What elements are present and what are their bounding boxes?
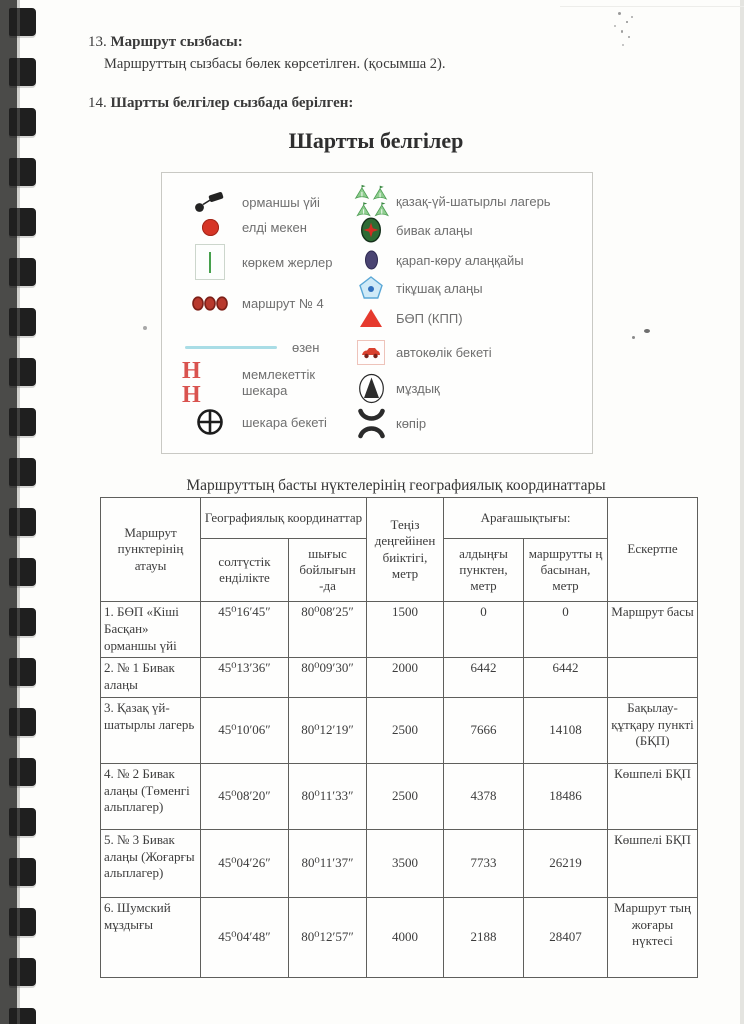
legend-box bbox=[161, 172, 593, 454]
glacier-icon bbox=[352, 373, 390, 404]
binding-tooth bbox=[9, 508, 36, 536]
binding-tooth bbox=[9, 258, 36, 286]
legend-item-label: автокөлік бекеті bbox=[396, 344, 492, 360]
item-13-title: Маршрут сызбасы: bbox=[110, 34, 243, 50]
scan-speck bbox=[618, 12, 621, 15]
table-row bbox=[101, 897, 698, 977]
binding-tooth bbox=[9, 158, 36, 186]
coordinates-table bbox=[100, 497, 698, 978]
legend-item-label: қазақ-үй-шатырлы лагерь bbox=[396, 193, 551, 209]
table-title: Маршруттың басты нүктелерінің географиялық координаттары bbox=[186, 477, 606, 494]
binding-tooth bbox=[9, 8, 36, 36]
binding-tooth bbox=[9, 808, 36, 836]
binding-tooth bbox=[9, 958, 36, 986]
latitude-cell: 45⁰13′36″ bbox=[201, 657, 289, 697]
longitude-cell: 80⁰12′57″ bbox=[289, 897, 367, 977]
state-border-icon: Н Н bbox=[182, 358, 208, 408]
legend-item-label: қарап-көру алаңқайы bbox=[396, 252, 524, 268]
legend-item bbox=[352, 337, 492, 367]
note-cell: Бақылау-құтқару пункті (БҚП) bbox=[608, 697, 698, 763]
route-name-cell: 5. № 3 Бивак алаңы (Жоғарғы альплагер) bbox=[101, 829, 201, 897]
binding-strip bbox=[0, 0, 17, 1024]
border-post-icon bbox=[182, 407, 238, 437]
route-4-icon bbox=[182, 295, 238, 312]
scan-speck bbox=[632, 336, 635, 339]
legend-item-label: мемлекеттік шекара bbox=[242, 366, 316, 398]
route-name-cell: 2. № 1 Бивак алаңы bbox=[101, 657, 201, 697]
note-cell: Көшпелі БҚП bbox=[608, 763, 698, 829]
dist-start-cell: 18486 bbox=[524, 763, 608, 829]
latitude-cell: 45⁰04′48″ bbox=[201, 897, 289, 977]
altitude-cell: 2500 bbox=[367, 763, 444, 829]
header-note: Ескертпе bbox=[608, 498, 698, 602]
longitude-cell: 80⁰12′19″ bbox=[289, 697, 367, 763]
viewpoint-area-icon bbox=[352, 249, 390, 271]
legend-item-label: мұздық bbox=[396, 380, 440, 396]
latitude-cell: 45⁰10′06″ bbox=[201, 697, 289, 763]
legend-item bbox=[182, 187, 320, 217]
altitude-cell: 3500 bbox=[367, 829, 444, 897]
legend-item bbox=[182, 214, 307, 240]
table-row bbox=[101, 697, 698, 763]
item-14-number: 14. bbox=[88, 95, 107, 111]
legend-item bbox=[352, 371, 440, 405]
header-geo-coordinates: Географиялық координаттар bbox=[201, 498, 367, 539]
scan-speck bbox=[614, 25, 616, 27]
legend-item-label: шекара бекеті bbox=[242, 414, 327, 430]
legend-item-label: тікұшақ алаңы bbox=[396, 280, 483, 296]
legend-item-label: көркем жерлер bbox=[242, 254, 333, 270]
legend-item-label: бивак алаңы bbox=[396, 222, 473, 238]
legend-item bbox=[182, 358, 328, 408]
header-latitude: солтүстік енділікте bbox=[201, 539, 289, 602]
header-altitude: Теңіз деңгейінен биіктігі, метр bbox=[367, 498, 444, 602]
dist-prev-cell: 7733 bbox=[444, 829, 524, 897]
dist-prev-cell: 6442 bbox=[444, 657, 524, 697]
dist-prev-cell: 0 bbox=[444, 602, 524, 658]
legend-item bbox=[182, 405, 327, 439]
page-right-edge bbox=[740, 0, 744, 1024]
scan-speck bbox=[628, 36, 630, 38]
legend-item bbox=[352, 216, 473, 244]
latitude-cell: 45⁰16′45″ bbox=[201, 602, 289, 658]
legend-item bbox=[182, 335, 319, 359]
latitude-cell: 45⁰08′20″ bbox=[201, 763, 289, 829]
binding-tooth bbox=[9, 308, 36, 336]
note-cell: Маршрут басы bbox=[608, 602, 698, 658]
header-longitude: шығыс бойлығын -да bbox=[289, 539, 367, 602]
binding-tooth bbox=[9, 108, 36, 136]
note-cell bbox=[608, 657, 698, 697]
legend-item-label: маршрут № 4 bbox=[242, 295, 324, 311]
binding-tooth bbox=[9, 358, 36, 386]
dist-prev-cell: 2188 bbox=[444, 897, 524, 977]
forester-house-icon bbox=[182, 190, 238, 214]
binding-tooth bbox=[9, 1008, 36, 1024]
river-icon bbox=[182, 346, 280, 349]
altitude-cell: 1500 bbox=[367, 602, 444, 658]
header-dist-prev: алдыңғы пунктен, метр bbox=[444, 539, 524, 602]
header-route-point-name: Маршрут пунктерінің атауы bbox=[101, 498, 201, 602]
legend-item-label: өзен bbox=[292, 339, 320, 355]
item-13-number: 13. bbox=[88, 34, 107, 50]
dist-start-cell: 0 bbox=[524, 602, 608, 658]
binding-tooth bbox=[9, 758, 36, 786]
paragraph-13 bbox=[88, 32, 446, 75]
binding-tooth bbox=[9, 608, 36, 636]
scan-speck bbox=[644, 329, 650, 333]
note-cell: Көшпелі БҚП bbox=[608, 829, 698, 897]
binding-tooth bbox=[9, 708, 36, 736]
legend-item bbox=[352, 246, 524, 274]
scenic-places-icon bbox=[182, 244, 238, 280]
bridge-icon bbox=[352, 408, 390, 439]
scan-speck bbox=[143, 326, 147, 330]
scan-speck bbox=[621, 30, 623, 33]
note-cell: Маршрут тың жоғары нүктесі bbox=[608, 897, 698, 977]
dist-start-cell: 14108 bbox=[524, 697, 608, 763]
legend-title: Шартты белгілер bbox=[288, 128, 464, 153]
altitude-cell: 4000 bbox=[367, 897, 444, 977]
latitude-cell: 45⁰04′26″ bbox=[201, 829, 289, 897]
legend-item-label: көпір bbox=[396, 415, 427, 431]
route-name-cell: 4. № 2 Бивак алаңы (Төменгі альплагер) bbox=[101, 763, 201, 829]
binding-tooth bbox=[9, 208, 36, 236]
table-row bbox=[101, 829, 698, 897]
dist-prev-cell: 4378 bbox=[444, 763, 524, 829]
legend-item bbox=[352, 274, 483, 302]
dist-start-cell: 6442 bbox=[524, 657, 608, 697]
legend-item-label: елді мекен bbox=[242, 219, 307, 235]
binding-tooth bbox=[9, 558, 36, 586]
binding-tooth bbox=[9, 858, 36, 886]
altitude-cell: 2500 bbox=[367, 697, 444, 763]
paragraph-14 bbox=[88, 93, 353, 115]
route-name-cell: 1. БӨП «Кіші Басқан» орманшы үйі bbox=[101, 602, 201, 658]
checkpoint-icon bbox=[352, 308, 390, 328]
longitude-cell: 80⁰09′30″ bbox=[289, 657, 367, 697]
legend-item-label: орманшы үйі bbox=[242, 194, 320, 210]
longitude-cell: 80⁰11′33″ bbox=[289, 763, 367, 829]
binding-tooth bbox=[9, 58, 36, 86]
helipad-icon bbox=[352, 275, 390, 301]
legend-item bbox=[352, 406, 426, 440]
settlement-icon bbox=[182, 219, 238, 236]
binding-tooth bbox=[9, 658, 36, 686]
page-top-edge bbox=[560, 6, 744, 7]
dist-start-cell: 28407 bbox=[524, 897, 608, 977]
legend-item bbox=[352, 304, 463, 332]
binding-tooth bbox=[9, 408, 36, 436]
route-table-body bbox=[101, 602, 698, 978]
dist-start-cell: 26219 bbox=[524, 829, 608, 897]
binding-tooth bbox=[9, 458, 36, 486]
item-13-body: Маршруттың сызбасы бөлек көрсетілген. (қосымша 2). bbox=[104, 55, 446, 72]
legend-item-label: БӨП (КПП) bbox=[396, 310, 463, 326]
table-row bbox=[101, 657, 698, 697]
route-name-cell: 3. Қазақ үй-шатырлы лагерь bbox=[101, 697, 201, 763]
item-14-title: Шартты белгілер сызбада берілген: bbox=[110, 95, 354, 111]
legend-item bbox=[182, 243, 333, 281]
scan-speck bbox=[622, 44, 624, 46]
table-row bbox=[101, 602, 698, 658]
table-row bbox=[101, 763, 698, 829]
route-name-cell: 6. Шумский мұздығы bbox=[101, 897, 201, 977]
longitude-cell: 80⁰11′37″ bbox=[289, 829, 367, 897]
binding-tooth bbox=[9, 908, 36, 936]
dist-prev-cell: 7666 bbox=[444, 697, 524, 763]
legend-item bbox=[182, 289, 324, 317]
header-dist-start: маршрутты ң басынан, метр bbox=[524, 539, 608, 602]
scan-speck bbox=[631, 16, 633, 18]
altitude-cell: 2000 bbox=[367, 657, 444, 697]
scan-speck bbox=[626, 21, 628, 23]
bivouac-area-icon bbox=[352, 216, 390, 244]
header-distances: Арағашықтығы: bbox=[444, 498, 608, 539]
longitude-cell: 80⁰08′25″ bbox=[289, 602, 367, 658]
vehicle-station-icon bbox=[352, 340, 390, 365]
